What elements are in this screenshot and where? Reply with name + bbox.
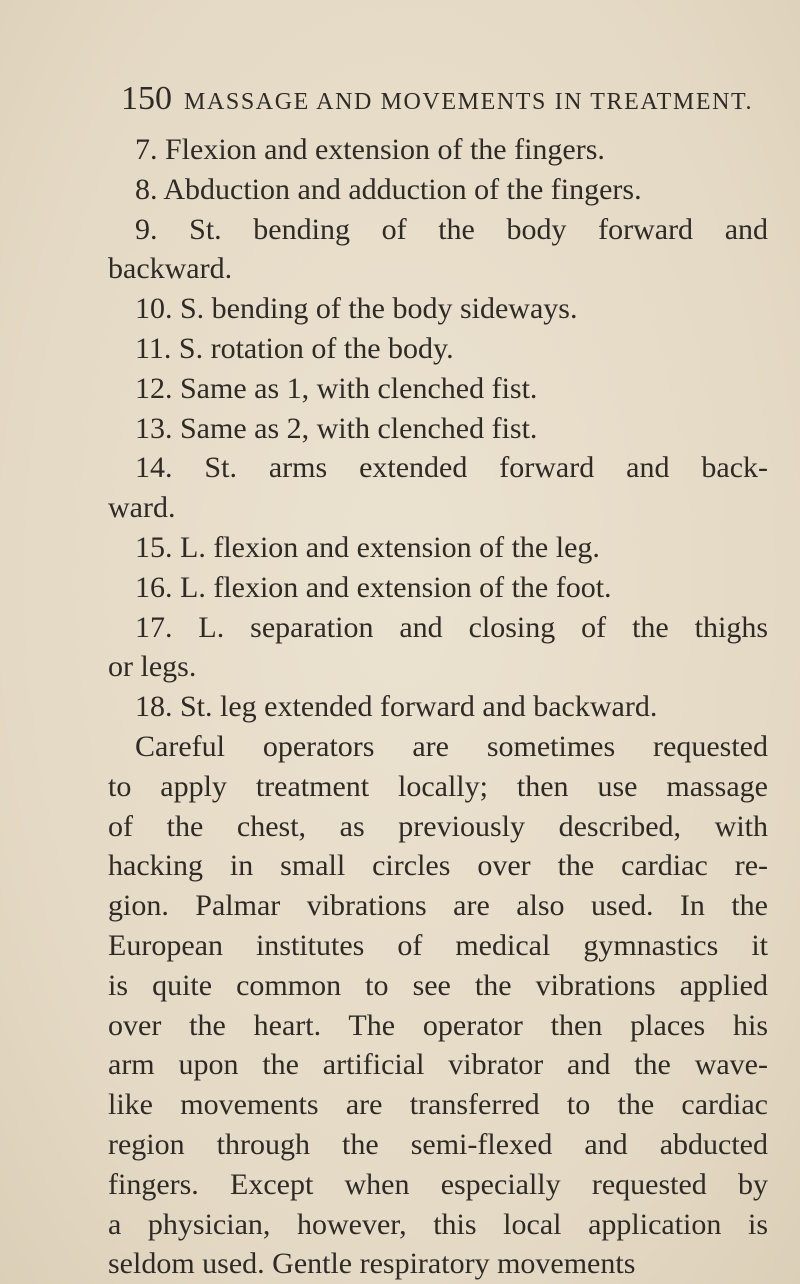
list-item — [108, 170, 768, 210]
running-title: MASSAGE AND MOVEMENTS IN TREATMENT. — [184, 89, 754, 115]
paragraph-line: is quite common to see the vibrations applied — [108, 968, 768, 1002]
paragraph-line: seldom used. Gentle respiratory movements — [108, 1247, 636, 1281]
list-item-number: 9. — [135, 212, 158, 246]
paragraph-line: region through the semi-flexed and abducted — [108, 1127, 768, 1161]
list-item-continuation: ward. — [108, 491, 176, 525]
list-item-text: L. flexion and extension of the foot. — [180, 570, 612, 604]
list-item-continuation: or legs. — [108, 650, 197, 684]
list-item-text: S. bending of the body sideways. — [180, 292, 578, 326]
list-item-text: Same as 1, with clenched fist. — [180, 371, 538, 405]
list-item-text: Same as 2, with clenched fist. — [180, 411, 538, 445]
list-item — [108, 568, 768, 608]
list-item — [108, 210, 768, 250]
list-item-text: St. arms extended forward and back- — [204, 451, 768, 485]
paragraph-line: gion. Palmar vibrations are also used. In the — [108, 889, 768, 923]
list-item — [108, 409, 768, 449]
list-item-continuation: backward. — [108, 252, 233, 286]
list-item-text: L. separation and closing of the thighs — [198, 610, 768, 644]
list-item — [108, 687, 768, 727]
list-item — [108, 608, 768, 648]
list-item-number: 11. — [135, 331, 172, 365]
paragraph-line: Careful operators are sometimes requested — [135, 729, 768, 763]
page-number: 150 — [121, 80, 172, 117]
paragraph-line: over the heart. The operator then places his — [108, 1008, 768, 1042]
body-text — [108, 130, 768, 1284]
list-item-number: 14. — [135, 451, 173, 485]
list-item-text: Abduction and adduction of the fingers. — [163, 172, 642, 206]
list-item — [108, 130, 768, 170]
list-item-number: 15. — [135, 530, 173, 564]
list-item — [108, 369, 768, 409]
list-item-text: St. leg extended forward and backward. — [180, 690, 658, 724]
running-header — [121, 80, 761, 116]
list-item-number: 17. — [135, 610, 173, 644]
paragraph-line: a physician, however, this local application is — [108, 1207, 768, 1241]
list-item-text: S. rotation of the body. — [178, 331, 454, 365]
list-item-number: 8. — [135, 172, 158, 206]
list-item-text: Flexion and extension of the fingers. — [165, 133, 605, 166]
list-item — [108, 528, 768, 568]
list-item-number: 12. — [135, 371, 173, 405]
paragraph-line: like movements are transferred to the cardiac — [108, 1088, 768, 1122]
list-item-text: St. bending of the body forward and — [189, 212, 769, 246]
paragraph-line: of the chest, as previously described, with — [108, 809, 768, 843]
paragraph-line: fingers. Except when especially requested by — [108, 1167, 768, 1201]
list-item — [108, 448, 768, 488]
list-item-number: 13. — [135, 411, 173, 445]
list-item-number: 18. — [135, 690, 173, 724]
list-item-number: 7. — [135, 133, 158, 166]
list-item-text: L. flexion and extension of the leg. — [180, 530, 600, 564]
list-item-number: 10. — [135, 292, 173, 326]
paragraph-line: to apply treatment locally; then use massage — [108, 769, 768, 803]
paragraph-line: European institutes of medical gymnastics it — [108, 928, 768, 962]
paragraph-line: arm upon the artificial vibrator and the wave- — [108, 1048, 768, 1082]
list-item — [108, 289, 768, 329]
paragraph-line: hacking in small circles over the cardiac re- — [108, 849, 768, 883]
list-item — [108, 329, 768, 369]
list-item-number: 16. — [135, 570, 173, 604]
